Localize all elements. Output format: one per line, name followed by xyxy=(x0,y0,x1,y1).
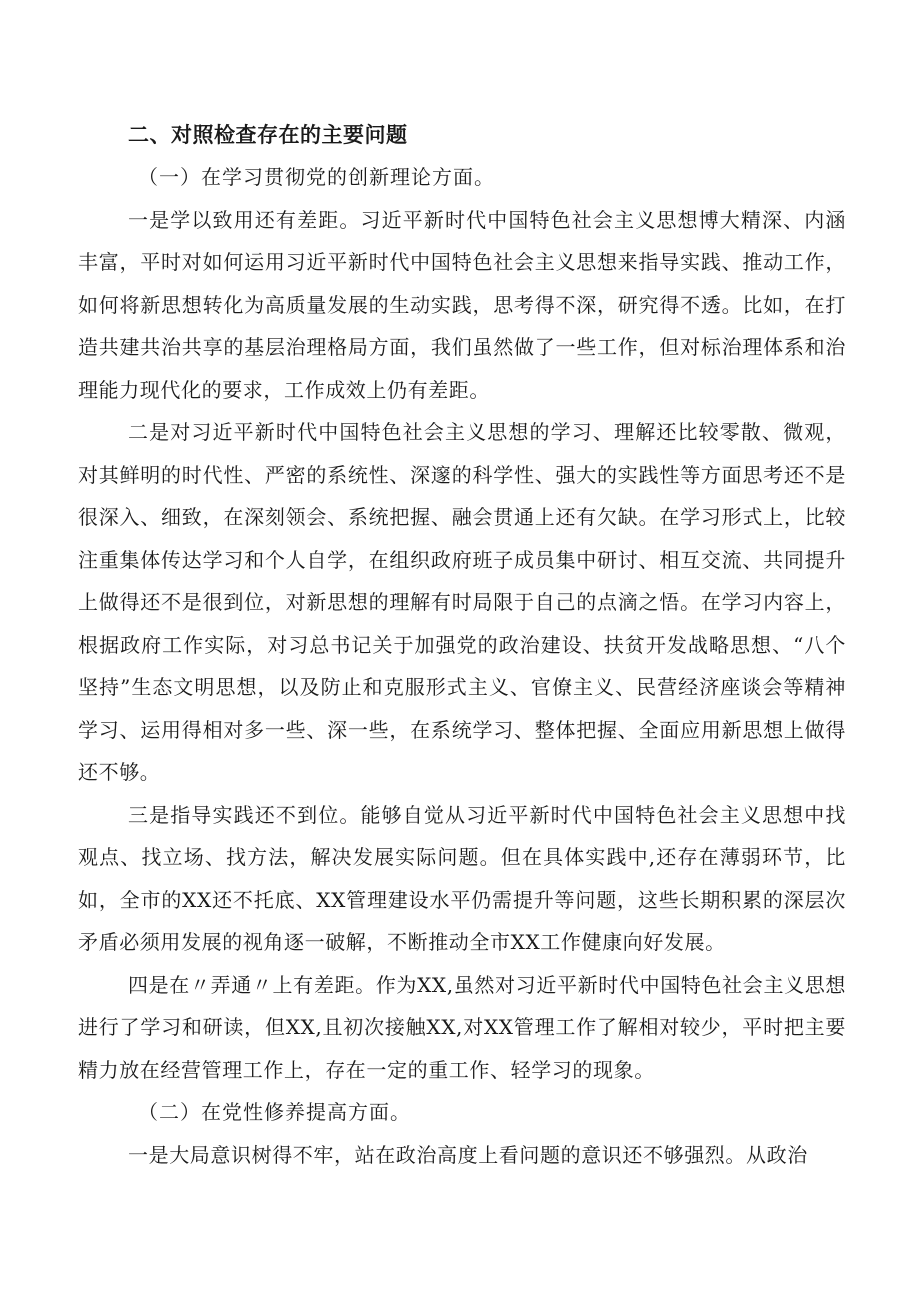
paragraph-2: 二是对习近平新时代中国特色社会主义思想的学习、理解还比较零散、微观，对其鲜明的时代性、严密的系统性、深邃的科学性、强大的实践性等方面思考还不是很深入、细致，在深刻领会、系统把握、融会贯通上还有欠缺。在学习形式上，比较注重集体传达学习和个人自学，在组织政府班子成员集中研讨、相互交流、共同提升上做得还不是很到位，对新思想的理解有时局限于自己的点滴之悟。在学习内容上，根据政府工作实际，对习总书记关于加强党的政治建设、扶贫开发战略思想、“八个坚持”生态文明思想，以及防止和克服形式主义、官僚主义、民营经济座谈会等精神学习、运用得相对多一些、深一些，在系统学习、整体把握、全面应用新思想上做得还不够。 xyxy=(78,420,846,784)
paragraph-1: 一是学以致用还有差距。习近平新时代中国特色社会主义思想博大精深、内涵丰富，平时对如何运用习近平新时代中国特色社会主义思想来指导实践、推动工作，如何将新思想转化为高质量发展的生动实践，思考得不深，研究得不透。比如，在打造共建共治共享的基层治理格局方面，我们虽然做了一些工作，但对标治理体系和治理能力现代化的要求，工作成效上仍有差距。 xyxy=(78,207,846,402)
subsection-title-1: （一）在学习贯彻党的创新理论方面。 xyxy=(138,165,495,189)
subsection-title-2: （二）在党性修养提高方面。 xyxy=(138,1100,411,1124)
paragraph-4: 四是在〃弄通〃上有差距。作为XX,虽然对习近平新时代中国特色社会主义思想进行了学习和研读，但XX,且初次接触XX,对XX管理工作了解相对较少，平时把主要精力放在经营管理工作上，存在一定的重工作、轻学习的现象。 xyxy=(78,972,846,1082)
paragraph-3: 三是指导实践还不到位。能够自觉从习近平新时代中国特色社会主义思想中找观点、找立场、找方法，解决发展实际问题。但在具体实践中,还存在薄弱环节，比如，全市的XX还不托底、XX管理建设水平仍需提升等问题，这些长期积累的深层次矛盾必须用发展的视角逐一破解，不断推动全市XX工作健康向好发展。 xyxy=(78,802,846,954)
section-title: 二、对照检查存在的主要问题 xyxy=(128,123,408,147)
document-body xyxy=(78,114,846,1176)
paragraph-5: 一是大局意识树得不牢，站在政治高度上看问题的意识还不够强烈。从政治 xyxy=(128,1142,808,1167)
